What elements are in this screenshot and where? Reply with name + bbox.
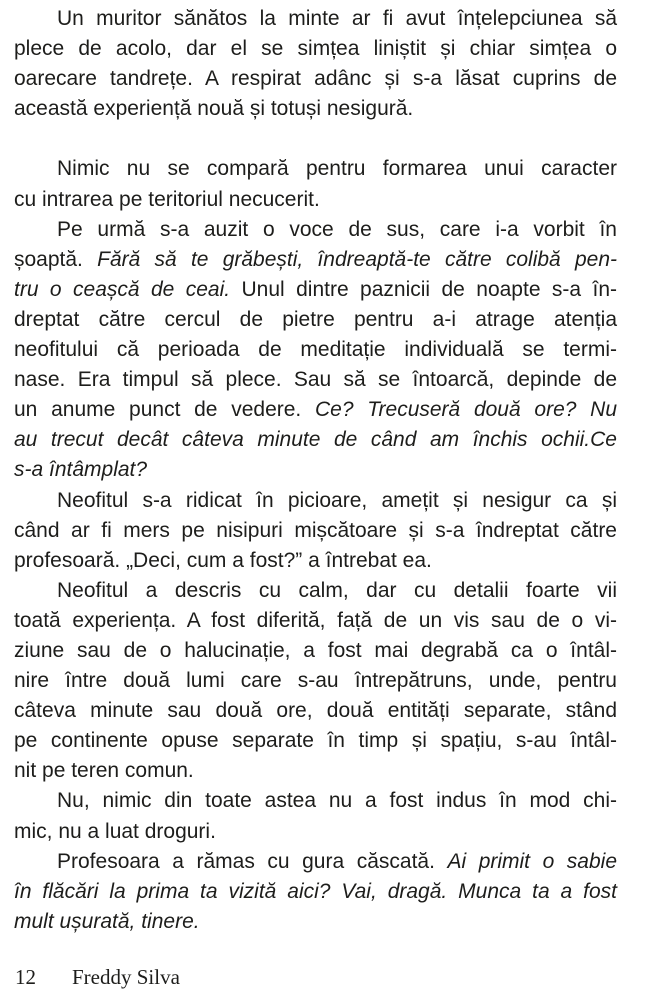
page-number: 12	[15, 965, 36, 989]
page-footer	[15, 965, 180, 990]
italic-text: Ai primit o sabie	[447, 849, 618, 873]
text-line	[14, 64, 617, 94]
text-line	[14, 154, 617, 184]
text-segment: Neofitul a descris cu calm, dar cu detalii foarte vii	[57, 578, 617, 602]
text-line	[14, 726, 617, 756]
text-segment: nase. Era timpul să plece. Sau să se întoarcă, depinde de	[14, 368, 617, 392]
text-segment: mic, nu a luat droguri.	[14, 819, 216, 843]
text-segment: nire între două lumi care s-au întrepătruns, unde, pentru	[14, 669, 617, 693]
paragraph	[14, 847, 617, 937]
text-line	[14, 516, 617, 546]
text-line	[14, 636, 617, 666]
italic-text: Fără să te grăbești, îndreaptă-te către colibă pen-	[97, 247, 617, 271]
text-segment: un anume punct de vedere.	[14, 398, 315, 422]
paragraph	[14, 4, 617, 124]
text-line	[14, 546, 617, 576]
text-line	[14, 305, 617, 335]
text-line	[14, 395, 617, 425]
text-line	[14, 907, 617, 937]
text-line	[14, 425, 617, 455]
text-segment: Nu, nimic din toate astea nu a fost indus în mod chi-	[57, 789, 617, 813]
text-line	[14, 606, 617, 636]
paragraph	[14, 486, 617, 576]
text-segment: dreptat către cercul de pietre pentru a-i atrage atenția	[14, 307, 617, 331]
text-line	[14, 275, 617, 305]
running-footer-author: Freddy Silva	[72, 965, 180, 989]
italic-text: Ce? Trecuseră două ore? Nu	[315, 398, 618, 422]
text-line	[14, 666, 617, 696]
text-line	[14, 817, 617, 847]
italic-text: în flăcări la prima ta vizită aici? Vai, dragă. Munca ta a fost	[14, 879, 617, 903]
text-segment: profesoară. „Deci, cum a fost?” a întrebat ea.	[14, 548, 432, 572]
text-segment: Neofitul s-a ridicat în picioare, amețit și nesigur ca și	[57, 488, 617, 512]
text-line	[14, 696, 617, 726]
text-line	[14, 786, 617, 816]
paragraph	[14, 215, 617, 486]
text-line	[14, 486, 617, 516]
text-segment: Unul dintre paznicii de noapte s-a în-	[230, 277, 617, 301]
italic-text: mult ușurată, tinere.	[14, 909, 200, 933]
paragraph	[14, 154, 617, 214]
paragraph	[14, 576, 617, 787]
text-segment: Nimic nu se compară pentru formarea unui caracter	[57, 157, 617, 181]
text-segment: cu intrarea pe teritoriul necucerit.	[14, 187, 320, 211]
italic-text: tru o ceașcă de ceai.	[14, 277, 231, 301]
text-segment: plece de acolo, dar el se simțea liniștit și chiar simțea o	[14, 37, 617, 61]
text-segment: nit pe teren comun.	[14, 759, 194, 783]
text-segment: oarecare tandrețe. A respirat adânc și s-a lăsat cuprins de	[14, 67, 617, 91]
text-line	[14, 877, 617, 907]
text-segment: Pe urmă s-a auzit o voce de sus, care i-a vorbit în	[57, 217, 617, 241]
text-segment: această experiență nouă și totuși nesigură.	[14, 97, 414, 121]
text-line	[14, 847, 617, 877]
text-line	[14, 34, 617, 64]
text-line	[14, 94, 617, 124]
text-line	[14, 756, 617, 786]
text-segment: toată experiența. A fost diferită, față de un vis sau de o vi-	[14, 608, 617, 632]
text-line	[14, 576, 617, 606]
text-segment: pe continente opuse separate în timp și spațiu, s-au întâl-	[14, 729, 617, 753]
text-segment: Profesoara a rămas cu gura căscată.	[57, 849, 448, 873]
text-line	[14, 365, 617, 395]
paragraphs	[14, 4, 617, 937]
page-body	[14, 4, 617, 937]
text-line	[14, 185, 617, 215]
text-segment: Un muritor sănătos la minte ar fi avut înțelepciunea să	[57, 7, 617, 30]
italic-text: s-a întâmplat?	[14, 458, 148, 482]
text-segment: când ar fi mers pe nisipuri mișcătoare și s-a îndreptat către	[14, 518, 617, 542]
text-line	[14, 335, 617, 365]
text-segment: ziune sau de o halucinație, a fost mai degrabă ca o întâl-	[14, 638, 617, 662]
text-line	[14, 245, 617, 275]
blank-line	[14, 124, 617, 154]
text-segment: șoaptă.	[14, 247, 98, 271]
italic-text: au trecut decât câteva minute de când am închis ochii.Ce	[14, 428, 617, 452]
text-line	[14, 215, 617, 245]
text-segment: câteva minute sau două ore, două entități separate, stând	[14, 699, 617, 723]
text-line	[14, 4, 617, 34]
paragraph	[14, 786, 617, 846]
text-line	[14, 455, 617, 485]
text-segment: neofitului că perioada de meditație individuală se termi-	[14, 338, 617, 362]
